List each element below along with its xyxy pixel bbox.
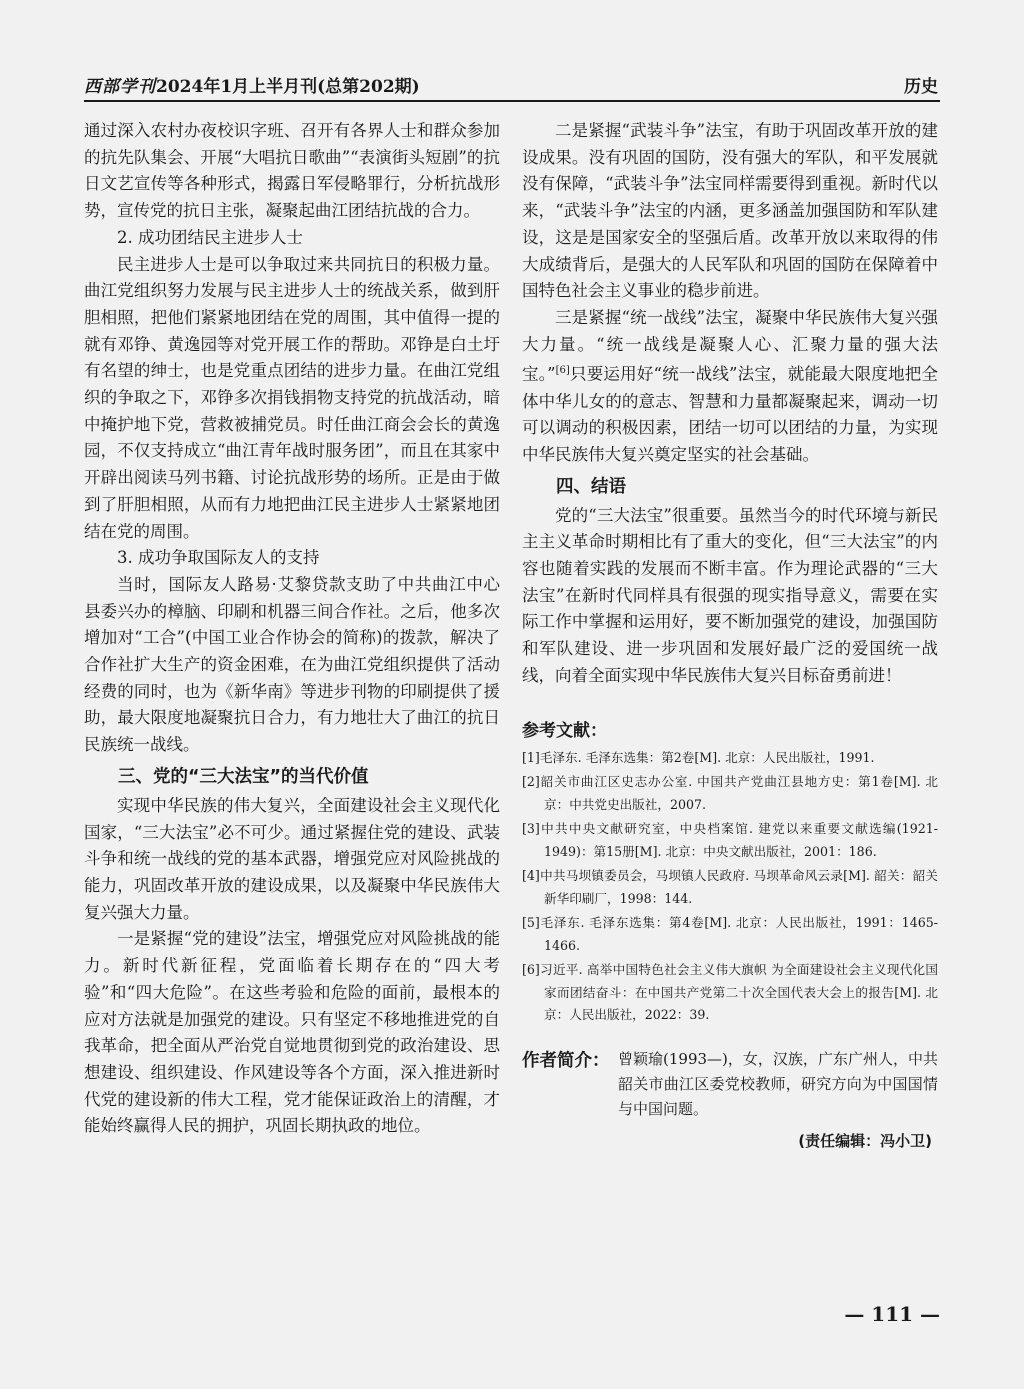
citation-marker: [6] [555,365,570,377]
journal-title [84,72,420,97]
author-bio [522,1047,938,1122]
left-column [84,118,500,1278]
author-text: 曾颖瑜(1993—)，女，汉族，广东广州人，中共韶关市曲江区委党校教师，研究方向为中国国情与中国问题。 [618,1049,938,1118]
references-title: 参考文献： [522,720,607,741]
paragraph: 实现中华民族的伟大复兴，全面建设社会主义现代化国家，“三大法宝”必不可少。通过紧握住党的建设、武装斗争和统一战线的党的基本武器，增强党应对风险挑战的能力，巩固改革开放的建设成果，以及凝聚中华民族伟大复兴强大力量。 [84,795,500,922]
paragraph: 党的“三大法宝”很重要。虽然当今的时代环境与新民主主义革命时期相比有了重大的变化，但“三大法宝”的内容也随着实践的发展而不断丰富。作为理论武器的“三大法宝”在新时代同样具有很强的现实指导意义，需要在实际工作中掌握和运用好，要不断加强党的建设，加强国防和军队建设、进一步巩固和发展好最广泛的爱国统一战线，向着全面实现中华民族伟大复兴目标奋勇前进！ [522,505,938,685]
editor-credit: (责任编辑：冯小卫) [798,1131,932,1150]
reference-item: [1]毛泽东. 毛泽东选集：第2卷[M]. 北京：人民出版社，1991. [522,749,875,765]
subheading: 2. 成功团结民主进步人士 [117,227,303,247]
section-heading: 三、党的“三大法宝”的当代价值 [118,766,369,787]
subheading: 3. 成功争取国际友人的支持 [117,548,320,568]
journal-logo: 西部学刊 [84,77,156,97]
right-column [522,118,938,1278]
paragraph: 当时，国际友人路易·艾黎贷款支助了中共曲江中心县委兴办的樟脑、印刷和机器三间合作社。之后，他多次增加对“工合”(中国工业合作协会的简称)的拨款，解决了合作社扩大生产的资金困难，在为曲江党组织提供了活动经费的同时，也为《新华南》等进步刊物的印刷提供了援助，最大限度地凝聚抗日合力，有力地壮大了曲江的抗日民族统一战线。 [84,574,500,755]
page-header [84,70,940,102]
paragraph-text: 只要运用好“统一战线”法宝，就能最大限度地把全体中华儿女的的意志、智慧和力量都凝聚起来，调动一切可以调动的积极因素，团结一切可以团结的力量，为实现中华民族伟大复兴奠定坚实的社会基础。 [522,364,938,464]
reference-item: [2]韶关市曲江区史志办公室. 中国共产党曲江县地方史：第1卷[M]. 北京：中共党史出版社，2007. [522,774,938,812]
paragraph-text: 三是紧握“统一战线”法宝，凝聚中华民族伟大复兴强大力量。“统一战线是凝聚人心、汇聚力量的强大法宝。” [522,307,938,384]
reference-item: [4]中共马坝镇委员会，马坝镇人民政府. 马坝革命风云录[M]. 韶关：韶关新华印刷厂，1998：144. [522,868,938,906]
paragraph [522,305,938,469]
reference-item: [5]毛泽东. 毛泽东选集：第4卷[M]. 北京：人民出版社，1991：1465-1466. [522,915,938,953]
paragraph: 民主进步人士是可以争取过来共同抗日的积极力量。曲江党组织努力发展与民主进步人士的统战关系，做到肝胆相照，把他们紧紧地团结在党的周围，其中值得一提的就有邓铮、黄逸园等对党开展工作的帮助。邓铮是白土圩有名望的绅士，也是党重点团结的进步力量。在曲江党组织的争取之下，邓铮多次捐钱捐物支持党的抗战活动，暗中掩护地下党，营救被捕党员。时任曲江商会会长的黄逸园，不仅支持成立“曲江青年战时服务团”，而且在其家中开辟出阅读马列书籍、讨论抗战形势的场所。正是由于做到了肝胆相照，从而有力地把曲江民主进步人士紧紧地团结在党的周围。 [84,254,500,541]
section-heading: 四、结语 [556,476,626,497]
page-number: — 111 — [844,1302,940,1326]
paragraph: 一是紧握“党的建设”法宝，增强党应对风险挑战的能力。新时代新征程，党面临着长期存在的“四大考验”和“四大危险”。在这些考验和危险的面前，最根本的应对方法就是加强党的建设。只有坚定不移地推进党的自我革命，把全面从严治党自觉地贯彻到党的政治建设、思想建设、组织建设、作风建设等各个方面，深入推进新时代党的建设新的伟大工程，党才能保证政治上的清醒，才能始终赢得人民的拥护，巩固长期执政的地位。 [84,929,500,1136]
references-list [522,747,938,1027]
paragraph: 二是紧握“武装斗争”法宝，有助于巩固改革开放的建设成果。没有巩固的国防，没有强大的军队，和平发展就没有保障，“武装斗争”法宝同样需要得到重视。新时代以来，“武装斗争”法宝的内涵，更多涵盖加强国防和军队建设，这是是国家安全的坚强后盾。改革开放以来取得的伟大成绩背后，是强大的人民军队和巩固的国防在保障着中国特色社会主义事业的稳步前进。 [522,121,938,301]
issue-info: 2024年1月上半月刊(总第202期) [156,77,420,97]
reference-item: [6]习近平. 高举中国特色社会主义伟大旗帜 为全面建设社会主义现代化国家而团结奋斗：在中国共产党第二十次全国代表大会上的报告[M]. 北京：人民出版社，2022：39. [522,962,938,1023]
reference-item: [3]中共中央文献研究室，中央档案馆. 建党以来重要文献选编(1921-1949)：第15册[M]. 北京：中央文献出版社，2001：186. [522,821,938,859]
paragraph: 通过深入农村办夜校识字班、召开有各界人士和群众参加的抗先队集会、开展“大唱抗日歌曲”“表演街头短剧”的抗日文艺宣传等各种形式，揭露日军侵略罪行，分析抗战形势，宣传党的抗日主张，凝聚起曲江团结抗战的合力。 [84,121,500,221]
author-label: 作者简介： [522,1050,610,1071]
section-name: 历史 [904,77,938,97]
